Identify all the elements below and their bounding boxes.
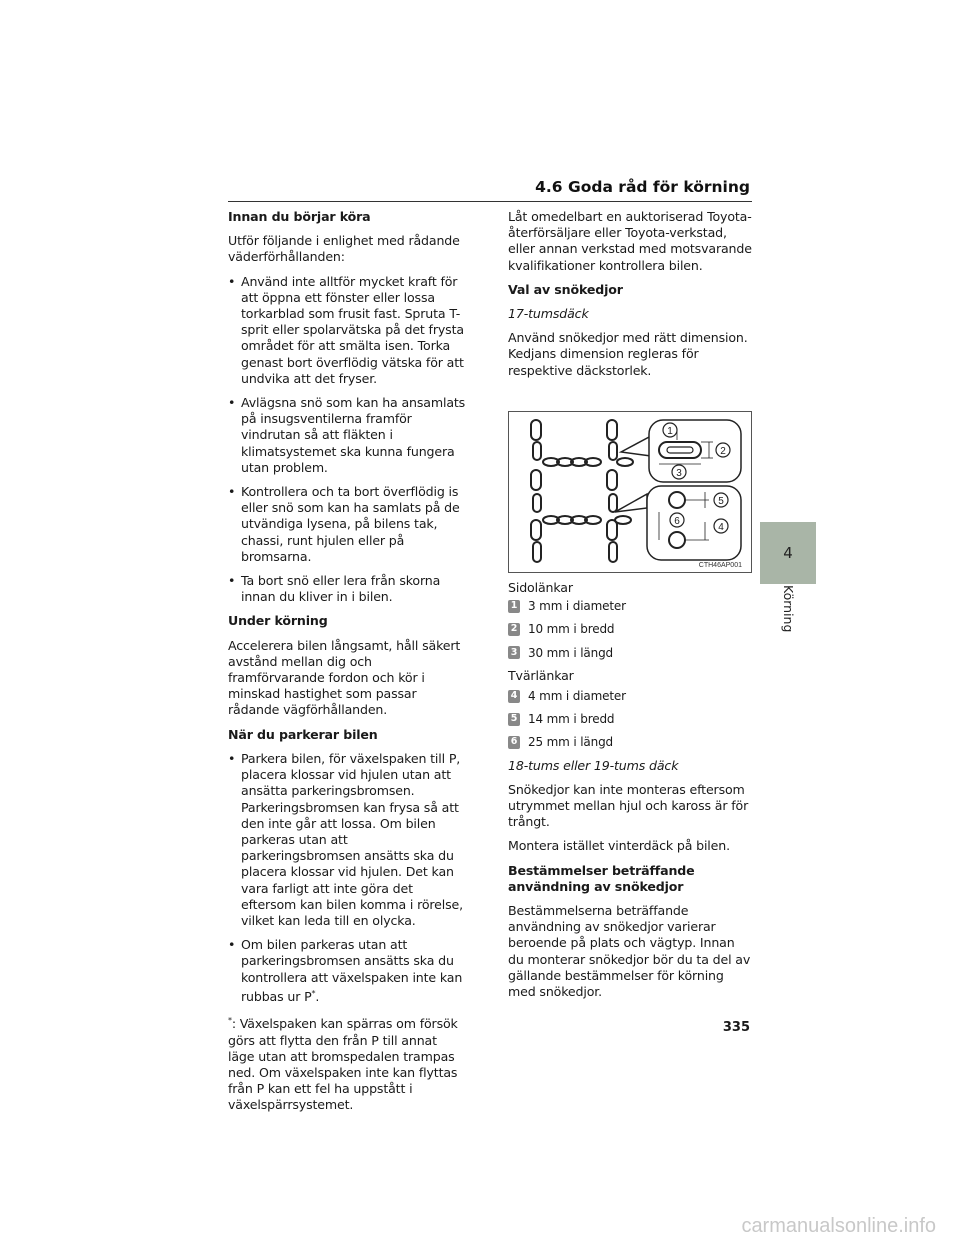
list-item: • Avlägsna snö som kan ha ansamlats på insugsventilerna framför vindrutan så att fläkten i klimatsystemet ska kunna fungera utan problem. bbox=[228, 395, 466, 476]
list-item-period: . bbox=[315, 988, 320, 1004]
subheading-18-19-inch: 18-tums eller 19-tums däck bbox=[508, 757, 679, 773]
item-text: 3 mm i diameter bbox=[528, 599, 626, 614]
left-column bbox=[228, 209, 466, 1122]
svg-text:6: 6 bbox=[674, 516, 680, 527]
number-badge: 2 bbox=[508, 623, 520, 636]
item-text: 14 mm i bredd bbox=[528, 712, 615, 727]
chapter-label: Körning bbox=[781, 585, 796, 633]
list-item: • Parkera bilen, för växelspaken till P, placera klossar vid hjulen utan att ansätta parkeringsbromsen. Parkeringsbromsen kan frysa så att den inte går att lossa. Om bilen parkeras utan att parkeringsbromsen ansätts ska du placera klossar vid hjulen. Det kan vara farligt att inte göra det eftersom kan bilen komma i rörelse, vilket kan leda till en olycka. bbox=[228, 751, 466, 929]
paragraph-while-driving: Accelerera bilen långsamt, håll säkert avstånd mellan dig och framförvarande fordon och kör i minskad hastighet som passar rådande vägförhållanden. bbox=[228, 637, 461, 718]
number-badge: 3 bbox=[508, 646, 520, 659]
paragraph-intro: Utför följande i enlighet med rådande väderförhållanden: bbox=[228, 233, 460, 265]
paragraph-winter-tyres: Montera istället vinterdäck på bilen. bbox=[508, 838, 730, 854]
heading-before-driving: Innan du börjar köra bbox=[228, 209, 371, 224]
list-item: • Ta bort snö eller lera från skorna innan du kliver in i bilen. bbox=[228, 573, 466, 605]
chain-illustration bbox=[509, 412, 751, 572]
heading-chain-regulations: Bestämmelser beträffande användning av snökedjor bbox=[508, 862, 695, 894]
paragraph-no-chains: Snökedjor kan inte monteras eftersom utrymmet mellan hjul och kaross är för trångt. bbox=[508, 781, 749, 830]
heading-snow-chains: Val av snökedjor bbox=[508, 281, 623, 297]
header-divider bbox=[228, 201, 752, 202]
number-badge: 6 bbox=[508, 736, 520, 749]
figure-code: CTH46AP001 bbox=[698, 562, 742, 569]
number-badge: 4 bbox=[508, 690, 520, 703]
item-text: 30 mm i längd bbox=[528, 645, 614, 660]
item-text: 4 mm i diameter bbox=[528, 689, 626, 704]
list-item bbox=[508, 645, 754, 661]
number-badge: 1 bbox=[508, 600, 520, 613]
right-column-lower bbox=[508, 580, 754, 1008]
page-number: 335 bbox=[722, 1020, 750, 1035]
section-title: 4.6 Goda råd för körning bbox=[535, 178, 750, 196]
svg-text:2: 2 bbox=[720, 446, 726, 457]
chapter-number: 4 bbox=[783, 544, 793, 562]
paragraph-regulations: Bestämmelserna beträffande användning av snökedjor varierar beroende på plats och vägtyp. Innan du monterar snökedjor bör du ta del av gällande bestämmelser för körning med snökedjor. bbox=[508, 903, 751, 1000]
item-text: 10 mm i bredd bbox=[528, 622, 615, 637]
snow-chain-diagram bbox=[508, 411, 752, 573]
number-badge: 5 bbox=[508, 713, 520, 726]
list-item bbox=[508, 688, 754, 704]
heading-parking: När du parkerar bilen bbox=[228, 726, 378, 742]
watermark: carmanualsonline.info bbox=[741, 1215, 936, 1237]
side-links-title: Sidolänkar bbox=[508, 580, 573, 595]
footnote-text: : Växelspaken kan spärras om försök görs att flytta den från P till annat läge utan att bromspedalen trampas ned. Om växelspaken inte kan flyttas från P kan ett fel ha uppstått i växelspärrsystemet. bbox=[228, 1016, 458, 1113]
subheading-17-inch: 17-tumsdäck bbox=[508, 306, 589, 322]
list-item bbox=[508, 734, 754, 750]
footnote bbox=[228, 1013, 466, 1113]
paragraph-dealer: Låt omedelbart en auktoriserad Toyota-återförsäljare eller Toyota-verkstad, eller annan verkstad med motsvarande kvalifikationer kontrollera bilen. bbox=[508, 209, 752, 273]
heading-while-driving: Under körning bbox=[228, 613, 328, 629]
bullet-list-parking bbox=[228, 751, 466, 1005]
svg-text:3: 3 bbox=[676, 468, 682, 479]
svg-text:1: 1 bbox=[667, 426, 673, 437]
list-item bbox=[508, 711, 754, 727]
item-text: 25 mm i längd bbox=[528, 735, 614, 750]
list-item bbox=[508, 621, 754, 637]
bullet-list-before-driving bbox=[228, 274, 466, 606]
list-item: • Använd inte alltför mycket kraft för att öppna ett fönster eller lossa torkarblad som frusit fast. Spruta T-sprit eller spolarvätska på det frysta området för att smälta isen. Torka genast bort överflödig vätska för att undvika att det fryser. bbox=[228, 274, 466, 387]
list-item-text: Om bilen parkeras utan att parkeringsbromsen ansätts ska du kontrollera att växelspaken inte kan rubbas ur P bbox=[241, 937, 463, 1004]
right-column bbox=[508, 209, 754, 387]
paragraph-chain-dimension: Använd snökedjor med rätt dimension. Kedjans dimension regleras för respektive däckstorlek. bbox=[508, 330, 748, 378]
svg-text:5: 5 bbox=[718, 496, 724, 507]
svg-text:4: 4 bbox=[718, 522, 724, 533]
asterisk-mark: * bbox=[311, 988, 316, 998]
list-item bbox=[508, 598, 754, 614]
list-item bbox=[228, 937, 466, 1005]
list-item: • Kontrollera och ta bort överflödig is eller snö som kan ha samlats på de utvändiga lysena, på bilens tak, chassi, runt hjulen eller på bromsarna. bbox=[228, 484, 466, 565]
footnote-mark: * bbox=[228, 1016, 232, 1026]
cross-links-title: Tvärlänkar bbox=[508, 667, 574, 683]
